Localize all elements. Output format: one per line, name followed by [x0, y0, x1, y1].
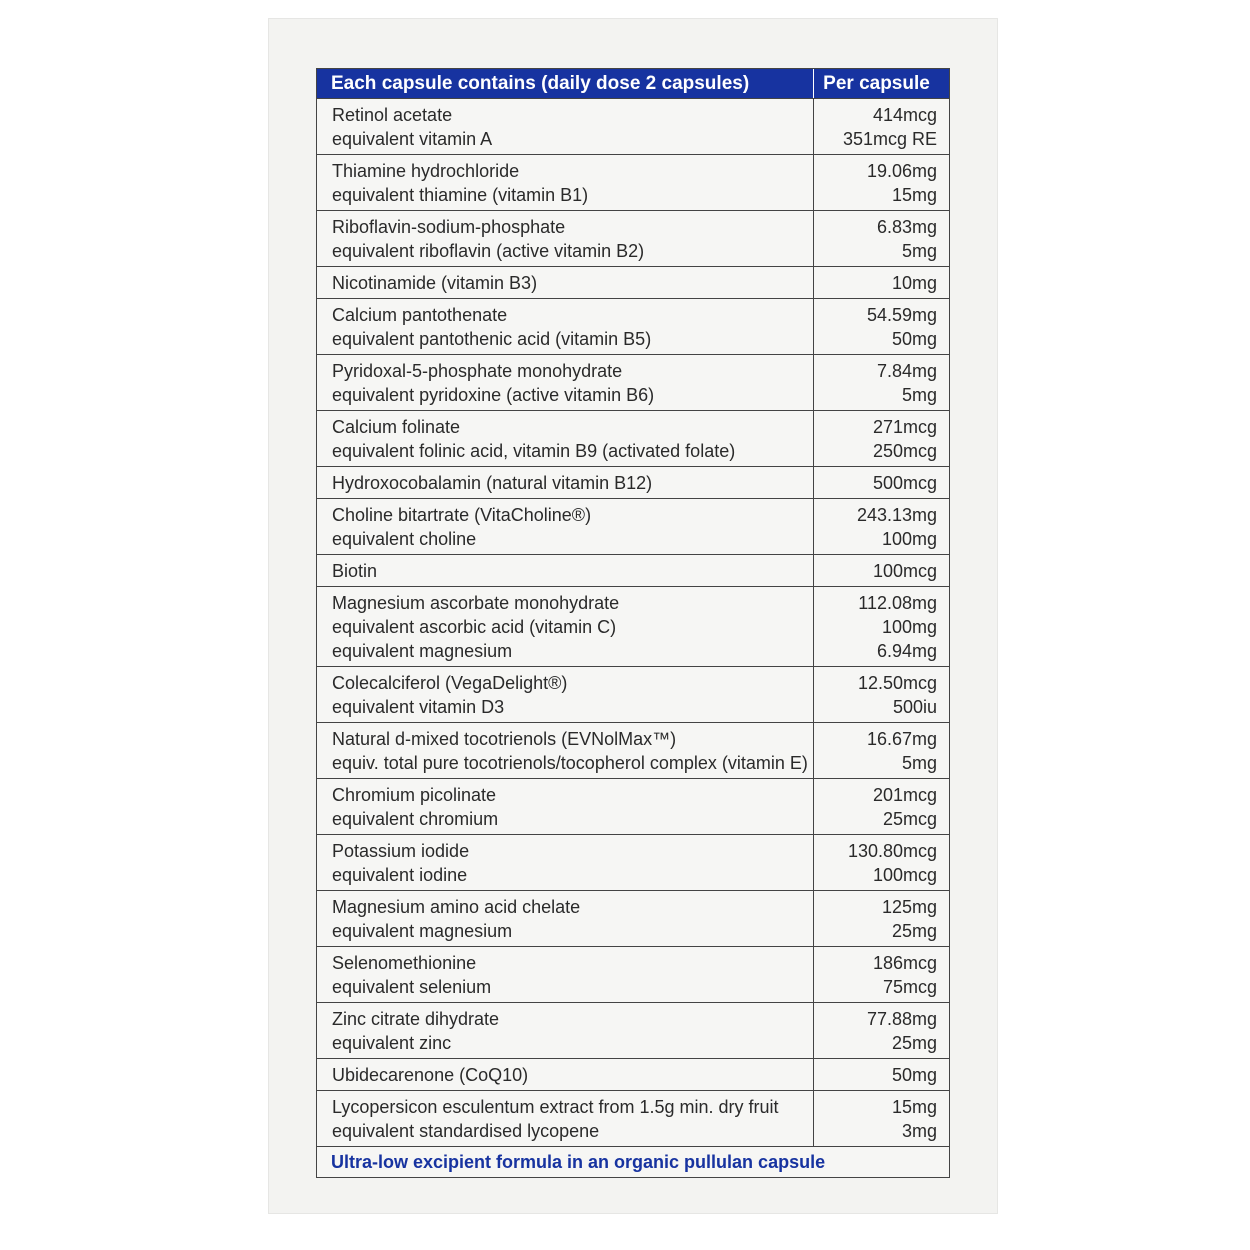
amount-line: 15mg — [891, 1097, 937, 1117]
amount-line: 25mg — [891, 1033, 937, 1053]
amount-cell — [814, 355, 949, 410]
ingredient-cell — [317, 779, 814, 834]
amount-cell — [814, 1003, 949, 1058]
header-ingredient: Each capsule contains (daily dose 2 capsules) — [317, 69, 814, 98]
ingredient-cell — [317, 555, 814, 586]
ingredient-line: equivalent pantothenic acid (vitamin B5) — [332, 329, 652, 349]
table-row — [317, 99, 949, 155]
table-row — [317, 555, 949, 587]
ingredient-cell — [317, 211, 814, 266]
ingredient-cell — [317, 411, 814, 466]
amount-cell — [814, 891, 949, 946]
amount-cell — [814, 1059, 949, 1090]
ingredient-cell — [317, 891, 814, 946]
amount-line: 6.94mg — [876, 641, 937, 661]
amount-line: 54.59mg — [866, 305, 937, 325]
amount-cell — [814, 411, 949, 466]
table-footer-note: Ultra-low excipient formula in an organic pullulan capsule — [331, 1152, 826, 1172]
ingredient-cell — [317, 299, 814, 354]
amount-cell — [814, 555, 949, 586]
ingredient-line: Zinc citrate dihydrate — [332, 1009, 500, 1029]
table-row — [317, 355, 949, 411]
ingredient-line: Pyridoxal-5-phosphate monohydrate — [332, 361, 623, 381]
table-row — [317, 723, 949, 779]
ingredient-cell — [317, 667, 814, 722]
table-row — [317, 779, 949, 835]
ingredient-line: equivalent thiamine (vitamin B1) — [332, 185, 589, 205]
amount-cell — [814, 499, 949, 554]
ingredient-line: Hydroxocobalamin (natural vitamin B12) — [332, 473, 653, 493]
ingredient-line: Riboflavin-sodium-phosphate — [332, 217, 566, 237]
amount-line: 100mg — [881, 529, 937, 549]
amount-line: 7.84mg — [876, 361, 937, 381]
table-row — [317, 1003, 949, 1059]
ingredient-line: equivalent magnesium — [332, 921, 513, 941]
ingredient-line: equivalent zinc — [332, 1033, 452, 1053]
amount-line: 19.06mg — [866, 161, 937, 181]
ingredient-line: equivalent choline — [332, 529, 477, 549]
amount-line: 75mcg — [882, 977, 937, 997]
table-row — [317, 835, 949, 891]
ingredient-line: Choline bitartrate (VitaCholine®) — [332, 505, 592, 525]
amount-line: 25mcg — [882, 809, 937, 829]
amount-cell — [814, 587, 949, 666]
amount-line: 100mcg — [872, 561, 937, 581]
amount-cell — [814, 779, 949, 834]
ingredient-cell — [317, 355, 814, 410]
table-row — [317, 299, 949, 355]
amount-line: 125mg — [881, 897, 937, 917]
amount-line: 130.80mcg — [847, 841, 937, 861]
amount-line: 50mg — [891, 329, 937, 349]
ingredient-line: Calcium folinate — [332, 417, 461, 437]
ingredient-line: Colecalciferol (VegaDelight®) — [332, 673, 568, 693]
amount-line: 10mg — [891, 273, 937, 293]
amount-line: 271mcg — [872, 417, 937, 437]
table-row — [317, 467, 949, 499]
ingredient-line: Potassium iodide — [332, 841, 470, 861]
ingredient-line: Thiamine hydrochloride — [332, 161, 520, 181]
amount-line: 5mg — [901, 385, 937, 405]
ingredient-cell — [317, 99, 814, 154]
amount-line: 77.88mg — [866, 1009, 937, 1029]
ingredient-line: Ubidecarenone (CoQ10) — [332, 1065, 529, 1085]
amount-line: 50mg — [891, 1065, 937, 1085]
amount-line: 15mg — [891, 185, 937, 205]
amount-line: 201mcg — [872, 785, 937, 805]
ingredient-line: equivalent pyridoxine (active vitamin B6) — [332, 385, 655, 405]
amount-line: 250mcg — [872, 441, 937, 461]
nutrition-table — [316, 68, 950, 1178]
table-row — [317, 211, 949, 267]
amount-cell — [814, 947, 949, 1002]
ingredient-cell — [317, 467, 814, 498]
amount-line: 6.83mg — [876, 217, 937, 237]
ingredient-cell — [317, 1059, 814, 1090]
amount-line: 500mcg — [872, 473, 937, 493]
amount-line: 351mcg RE — [842, 129, 937, 149]
amount-line: 500iu — [892, 697, 937, 717]
ingredient-line: equivalent riboflavin (active vitamin B2) — [332, 241, 645, 261]
amount-cell — [814, 211, 949, 266]
table-row — [317, 155, 949, 211]
amount-cell — [814, 1091, 949, 1146]
ingredient-line: equivalent vitamin A — [332, 129, 493, 149]
ingredient-line: equivalent selenium — [332, 977, 492, 997]
ingredient-cell — [317, 155, 814, 210]
ingredient-line: equivalent vitamin D3 — [332, 697, 505, 717]
ingredient-line: Nicotinamide (vitamin B3) — [332, 273, 538, 293]
ingredient-line: equivalent magnesium — [332, 641, 513, 661]
table-row — [317, 667, 949, 723]
ingredient-cell — [317, 723, 814, 778]
ingredient-line: equivalent standardised lycopene — [332, 1121, 600, 1141]
table-row — [317, 499, 949, 555]
amount-cell — [814, 267, 949, 298]
amount-line: 3mg — [901, 1121, 937, 1141]
ingredient-cell — [317, 947, 814, 1002]
ingredient-cell — [317, 267, 814, 298]
table-row — [317, 587, 949, 667]
ingredient-line: equiv. total pure tocotrienols/tocopherol complex (vitamin E) — [332, 753, 808, 773]
table-row — [317, 411, 949, 467]
table-row — [317, 1059, 949, 1091]
ingredient-cell — [317, 1091, 814, 1146]
table-body — [317, 99, 949, 1147]
ingredient-line: Calcium pantothenate — [332, 305, 508, 325]
ingredient-line: equivalent iodine — [332, 865, 468, 885]
ingredient-line: Selenomethionine — [332, 953, 477, 973]
amount-line: 112.08mg — [858, 593, 937, 613]
amount-line: 5mg — [901, 753, 937, 773]
ingredient-line: Lycopersicon esculentum extract from 1.5g min. dry fruit — [332, 1097, 779, 1117]
ingredient-line: Chromium picolinate — [332, 785, 497, 805]
ingredient-line: Natural d-mixed tocotrienols (EVNolMax™) — [332, 729, 677, 749]
ingredient-cell — [317, 499, 814, 554]
table-row — [317, 947, 949, 1003]
amount-cell — [814, 667, 949, 722]
ingredient-line: Biotin — [332, 561, 378, 581]
ingredient-line: equivalent folinic acid, vitamin B9 (activated folate) — [332, 441, 736, 461]
header-per-capsule: Per capsule — [823, 73, 930, 94]
ingredient-cell — [317, 835, 814, 890]
ingredient-line: Magnesium ascorbate monohydrate — [332, 593, 620, 613]
ingredient-cell — [317, 1003, 814, 1058]
amount-line: 243.13mg — [856, 505, 937, 525]
ingredient-line: equivalent chromium — [332, 809, 499, 829]
amount-line: 100mg — [881, 617, 937, 637]
amount-line: 25mg — [891, 921, 937, 941]
amount-cell — [814, 299, 949, 354]
amount-line: 186mcg — [872, 953, 937, 973]
amount-line: 5mg — [901, 241, 937, 261]
table-row — [317, 267, 949, 299]
table-header — [317, 69, 949, 99]
amount-cell — [814, 723, 949, 778]
amount-cell — [814, 155, 949, 210]
amount-cell — [814, 99, 949, 154]
amount-line: 16.67mg — [866, 729, 937, 749]
ingredient-cell — [317, 587, 814, 666]
amount-line: 100mcg — [872, 865, 937, 885]
amount-line: 12.50mcg — [857, 673, 937, 693]
ingredient-line: equivalent ascorbic acid (vitamin C) — [332, 617, 617, 637]
ingredient-line: Retinol acetate — [332, 105, 453, 125]
table-row — [317, 1091, 949, 1147]
amount-cell — [814, 835, 949, 890]
amount-line: 414mcg — [872, 105, 937, 125]
table-row — [317, 891, 949, 947]
ingredient-line: Magnesium amino acid chelate — [332, 897, 581, 917]
amount-cell — [814, 467, 949, 498]
